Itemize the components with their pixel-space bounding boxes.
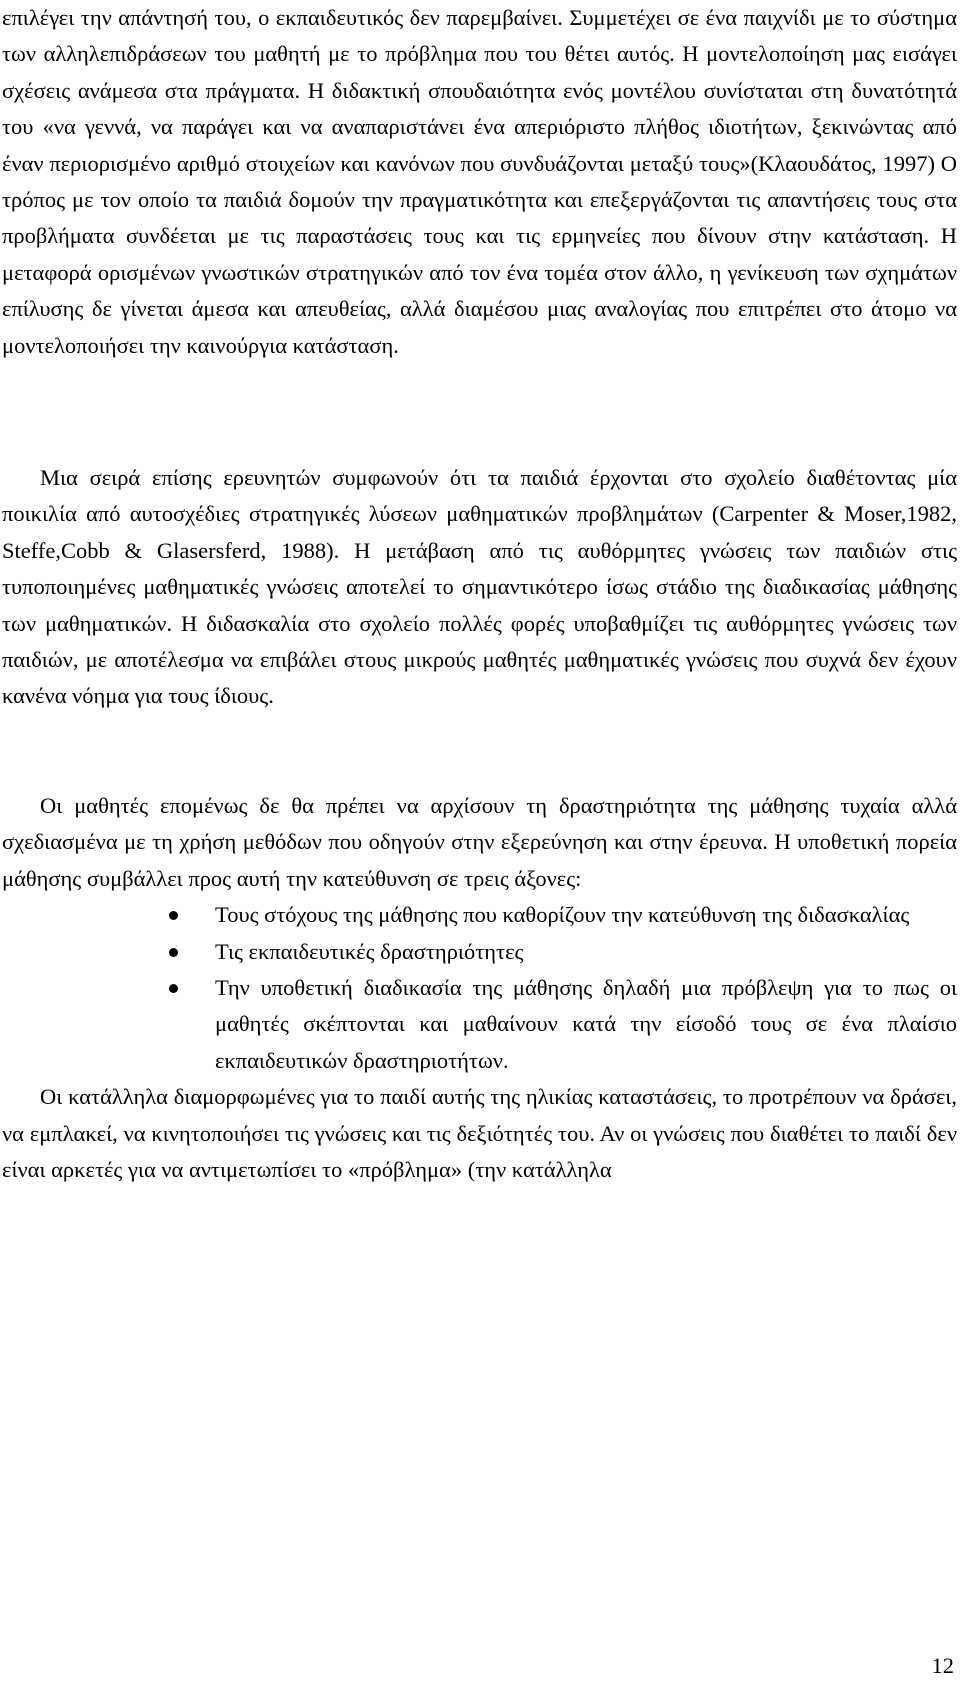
page-number: 12 xyxy=(931,1653,954,1678)
paragraph-text: Οι μαθητές επομένως δε θα πρέπει να αρχίσουν τη δραστηριότητα της μάθησης τυχαία αλλά σχεδιασμένα με τη χρήση μεθόδων που οδηγούν στην εξερεύνηση και στην έρευνα. Η υποθετική πορεία μάθησης συμβάλλει προς αυτή την κατεύθυνση σε τρεις άξονες: xyxy=(2,793,957,891)
bullet-text: Τους στόχους της μάθησης που καθορίζουν την κατεύθυνση της διδασκαλίας xyxy=(215,902,910,928)
paragraph-text: επιλέγει την απάντησή του, ο εκπαιδευτικός δεν παρεμβαίνει. Συμμετέχει σε ένα παιχνίδι με το σύστημα των αλληλεπιδράσεων του μαθητή με το πρόβλημα που του θέτει αυτός. Η μοντελοποίηση μας εισάγει σχέσεις ανάμεσα στα πράγματα. Η διδακτική σπουδαιότητα ενός μοντέλου συνίσταται στη δυνατότητά του «να γεννά, να παράγει και να αναπαριστάνει ένα απεριόριστο πλήθος ιδιοτήτων, ξεκινώντας από έναν περιορισμένο αριθμό στοιχείων και κανόνων που συνδυάζονται μεταξύ τους»(Κλαουδάτος, 1997) Ο τρόπος με τον οποίο τα παιδιά δομούν την πραγματικότητα και επεξεργάζονται τις απαντήσεις τους στα προβλήματα συνδέεται με τις παραστάσεις τους και τις ερμηνείες που δίνουν στην κατάσταση. Η μεταφορά ορισμένων γνωστικών στρατηγικών από τον ένα τομέα στον άλλο, η γενίκευση των σχημάτων επίλυσης δε γίνεται άμεσα και απευθείας, αλλά διαμέσου μιας αναλογίας που επιτρέπει στο άτομο να μοντελοποιήσει την καινούργια κατάσταση. xyxy=(2,5,957,358)
bullet-icon xyxy=(169,948,178,957)
paragraph-modeling xyxy=(2,0,957,364)
bullet-text: Τις εκπαιδευτικές δραστηριότητες xyxy=(215,938,524,964)
bullet-item-activities xyxy=(2,934,957,970)
bullet-item-goals xyxy=(2,897,957,933)
bullet-item-process xyxy=(2,970,957,1079)
bullet-icon xyxy=(169,984,178,993)
paragraph-learning-path xyxy=(2,788,957,1188)
bullet-list xyxy=(2,897,957,1079)
paragraph-strategies xyxy=(2,460,957,715)
bullet-icon xyxy=(169,911,178,920)
bullet-text: Την υποθετική διαδικασία της μάθησης δηλαδή μια πρόβλεψη για το πως οι μαθητές σκέπτονται και μαθαίνουν κατά την είσοδό τους σε ένα πλαίσιο εκπαιδευτικών δραστηριοτήτων. xyxy=(215,975,957,1073)
paragraph-text: Οι κατάλληλα διαμορφωμένες για το παιδί αυτής της ηλικίας καταστάσεις, το προτρέπουν να δράσει, να εμπλακεί, να κινητοποιήσει τις γνώσεις και τις δεξιότητές του. Αν οι γνώσεις που διαθέτει το παιδί δεν είναι αρκετές για να αντιμετωπίσει το «πρόβλημα» (την κατάλληλα xyxy=(2,1084,957,1183)
paragraph-text: Μια σειρά επίσης ερευνητών συμφωνούν ότι τα παιδιά έρχονται στο σχολείο διαθέτοντας μία ποικιλία από αυτοσχέδιες στρατηγικές λύσεων μαθηματικών προβλημάτων (Carpenter & Moser,1982, Steffe,Cobb & Glasersferd, 1988). Η μετάβαση από τις αυθόρμητες γνώσεις των παιδιών στις τυποποιημένες μαθηματικές γνώσεις αποτελεί το σημαντικότερο ίσως στάδιο της διαδικασίας μάθησης των μαθηματικών. Η διδασκαλία στο σχολείο πολλές φορές υποβαθμίζει τις αυθόρμητες γνώσεις των παιδιών, με αποτέλεσμα να επιβάλει στους μικρούς μαθητές μαθηματικές γνώσεις που συχνά δεν έχουν κανένα νόημα για τους ίδιους. xyxy=(2,465,957,709)
